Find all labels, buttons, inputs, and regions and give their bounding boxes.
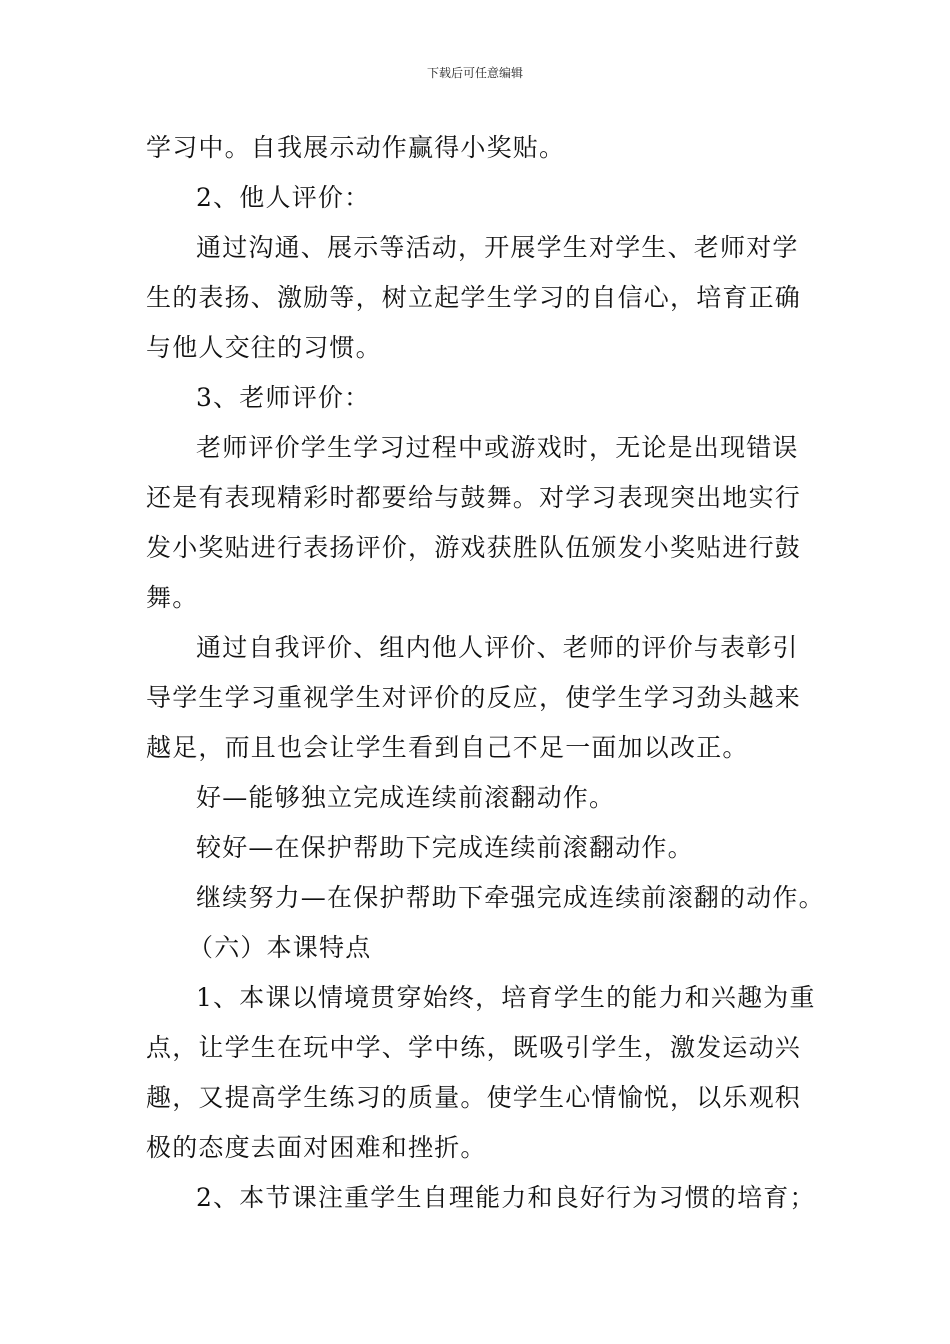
document-body (146, 123, 825, 1223)
text-line-9: 发小奖贴进行表扬评价，游戏获胜队伍颁发小奖贴进行鼓 (146, 533, 802, 562)
text-line-3: 通过沟通、展示等活动，开展学生对学生、老师对学 (196, 233, 799, 262)
text-line-2: 2、他人评价： (196, 183, 371, 212)
text-line-15: 较好—在保护帮助下完成连续前滚翻动作。 (196, 833, 694, 862)
text-line-5: 与他人交往的习惯。 (146, 333, 382, 362)
text-line-16: 继续努力—在保护帮助下牵强完成连续前滚翻的动作。 (196, 883, 825, 912)
text-line-11: 通过自我评价、组内他人评价、老师的评价与表彰引 (196, 633, 799, 662)
text-line-8: 还是有表现精彩时都要给与鼓舞。对学习表现突出地实行 (146, 483, 802, 512)
section-heading-features: （六）本课特点 (188, 933, 372, 962)
text-line-7: 老师评价学生学习过程中或游戏时，无论是出现错误 (196, 433, 799, 462)
text-line-12: 导学生学习重视学生对评价的反应，使学生学习劲头越来 (146, 683, 802, 712)
text-line-20: 趣，又提高学生练习的质量。使学生心情愉悦，以乐观积 (146, 1083, 802, 1112)
text-line-22: 2、本节课注重学生自理能力和良好行为习惯的培育； (196, 1183, 816, 1212)
text-line-14: 好—能够独立完成连续前滚翻动作。 (196, 783, 616, 812)
page-header: 下载后可任意编辑 (426, 66, 523, 80)
text-line-19: 点，让学生在玩中学、学中练，既吸引学生，激发运动兴 (146, 1033, 802, 1062)
text-line-6: 3、老师评价： (196, 383, 371, 412)
text-line-1: 学习中。自我展示动作赢得小奖贴。 (146, 133, 566, 162)
text-line-21: 极的态度去面对困难和挫折。 (146, 1133, 487, 1162)
text-line-13: 越足，而且也会让学生看到自己不足一面加以改正。 (146, 733, 749, 762)
text-line-18: 1、本课以情境贯穿始终，培育学生的能力和兴趣为重 (196, 983, 816, 1012)
text-line-4: 生的表扬、激励等，树立起学生学习的自信心，培育正确 (146, 283, 802, 312)
text-line-10: 舞。 (146, 583, 199, 612)
